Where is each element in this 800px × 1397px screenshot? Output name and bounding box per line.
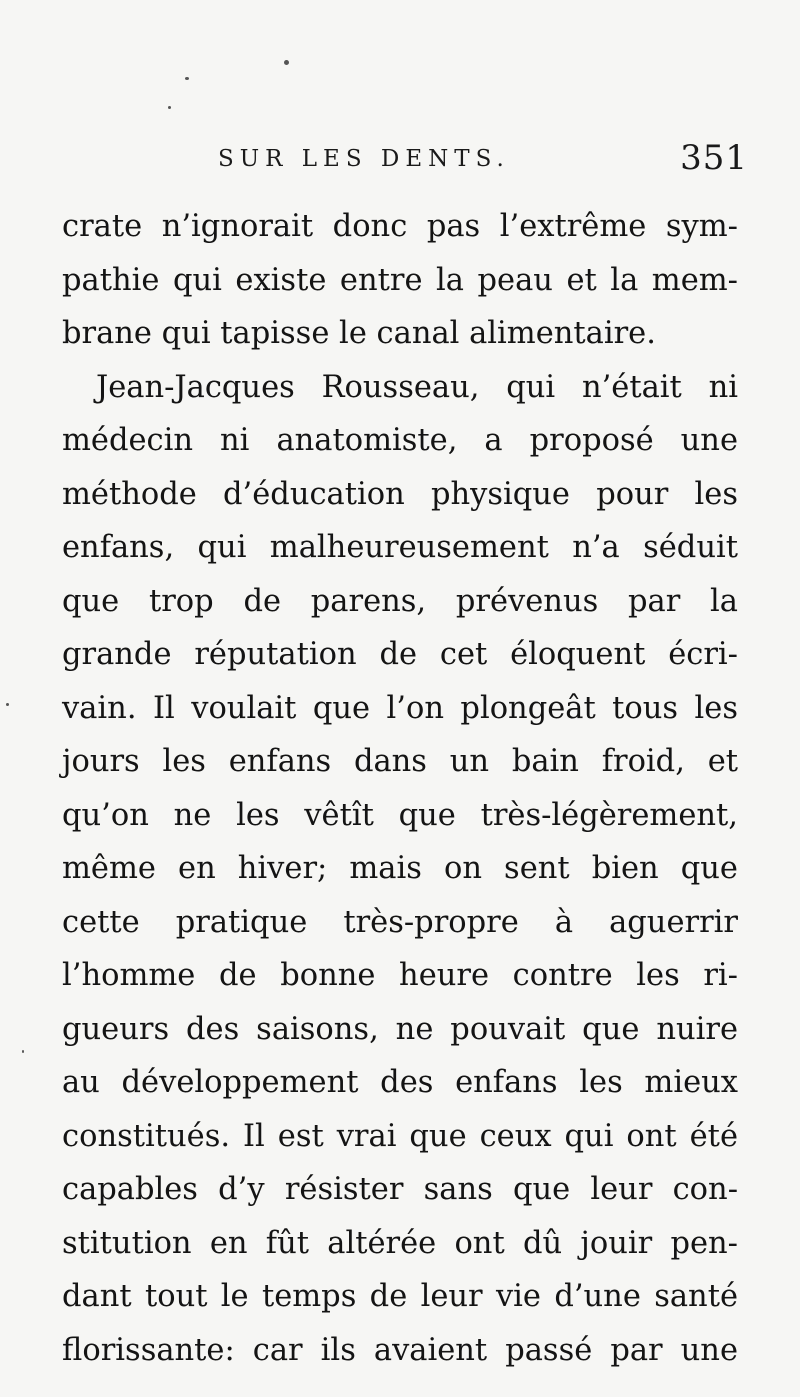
text-line: enfans, qui malheureusement n’a séduit: [62, 530, 738, 565]
text-line: méthode d’éducation physique pour les: [62, 476, 738, 512]
text-line: gueurs des saisons, ne pouvait que nuire: [62, 1011, 738, 1047]
text-line: l’homme de bonne heure contre les ri-: [62, 958, 738, 993]
text-line: même en hiver; mais on sent bien que: [62, 851, 738, 886]
text-line: que trop de parens, prévenus par la: [62, 583, 738, 619]
body-text: [62, 200, 738, 1377]
text-line: jours les enfans dans un bain froid, et: [62, 744, 738, 779]
text-line: florissante: car ils avaient passé par une: [62, 1332, 738, 1368]
text-line: qu’on ne les vêtît que très-légèrement,: [62, 797, 738, 833]
text-line: vain. Il voulait que l’on plongeât tous les: [62, 690, 738, 726]
ink-speck: [185, 77, 189, 80]
text-line: grande réputation de cet éloquent écri-: [62, 637, 738, 672]
text-line: stitution en fût altérée ont dû jouir pen-: [62, 1225, 738, 1261]
text-line: capables d’y résister sans que leur con-: [62, 1172, 738, 1207]
ink-speck: [22, 1050, 24, 1053]
text-line: cette pratique très-propre à aguerrir: [62, 904, 738, 940]
text-line: médecin ni anatomiste, a proposé une: [62, 423, 738, 458]
text-line: constitués. Il est vrai que ceux qui ont été: [62, 1118, 738, 1154]
ink-speck: [168, 106, 171, 109]
text-line: dant tout le temps de leur vie d’une santé: [62, 1279, 738, 1314]
running-head: [218, 138, 748, 186]
text-line: au développement des enfans les mieux: [62, 1065, 738, 1100]
text-line: pathie qui existe entre la peau et la mem-: [62, 262, 738, 298]
page-number: 351: [680, 138, 748, 178]
text-line: Jean-Jacques Rousseau, qui n’était ni: [96, 369, 738, 405]
text-line: brane qui tapisse le canal alimentaire.: [62, 316, 656, 351]
text-line: crate n’ignorait donc pas l’extrême sym-: [62, 209, 738, 244]
ink-speck: [6, 703, 9, 706]
ink-speck: [284, 60, 289, 65]
running-title: SUR LES DENTS.: [218, 146, 510, 172]
